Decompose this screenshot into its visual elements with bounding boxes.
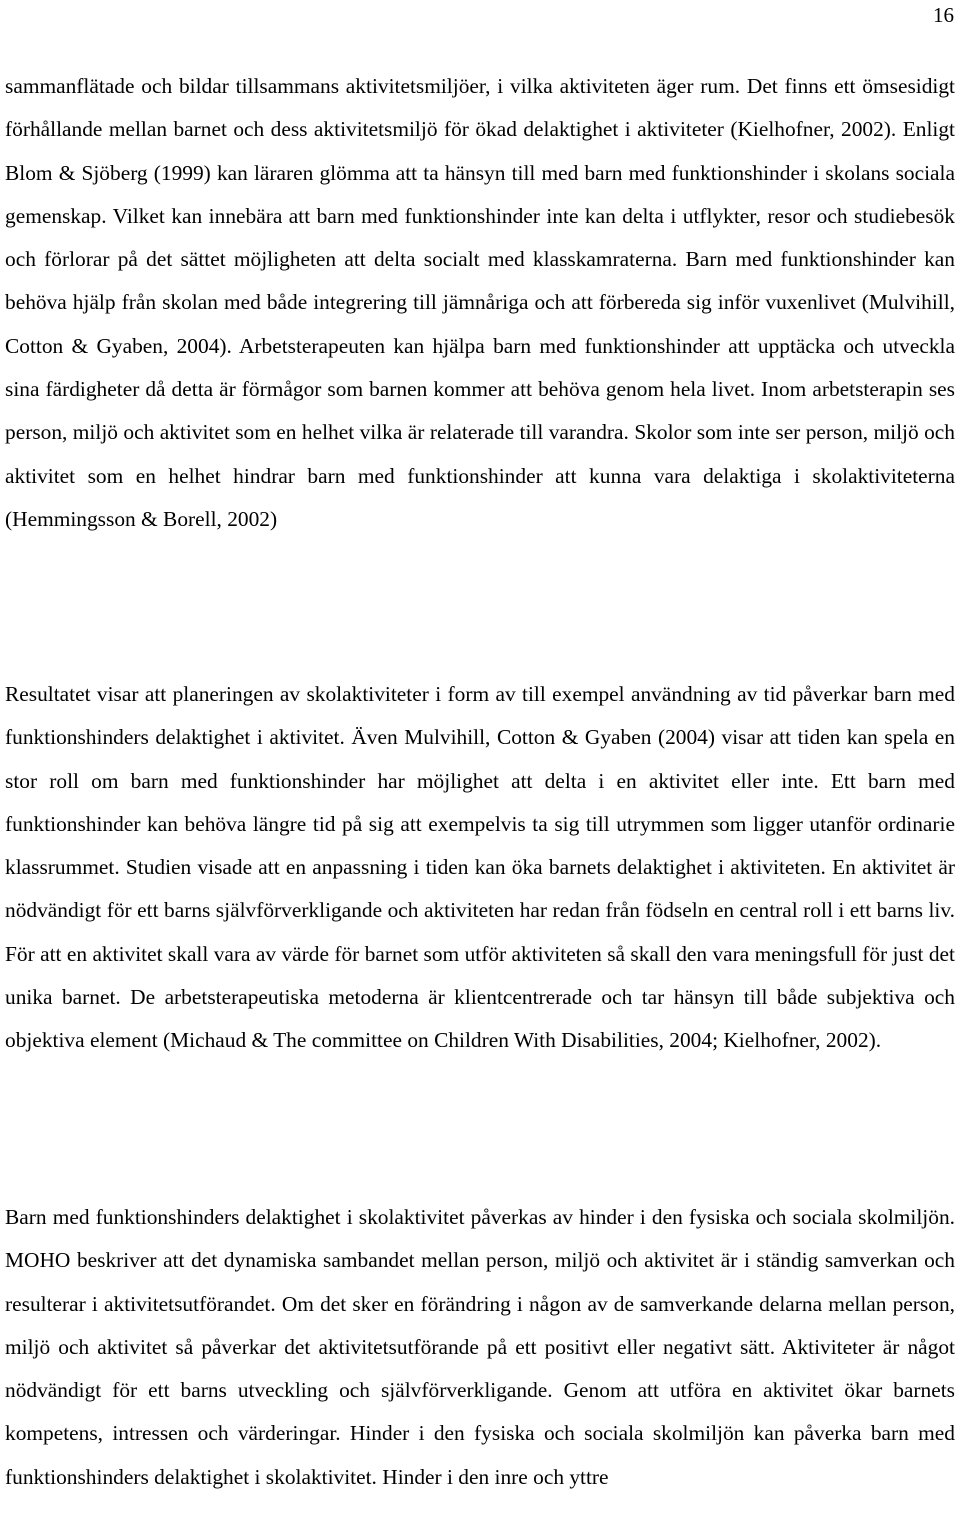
body-paragraph-3: Barn med funktionshinders delaktighet i skolaktivitet påverkas av hinder i den fysiska och sociala skolmiljön. MOHO beskriver att det dynamiska sambandet mellan person, miljö och aktivitet är i ständig samverkan och resulterar i aktivitetsutförandet. Om det sker en förändring i någon av de samverkande delarna mellan person, miljö och aktivitet så påverkar det aktivitetsutförande på ett positivt eller negativt sätt. Aktiviteter är något nödvändigt för ett barns utveckling och självförverkligande. Genom att utföra en aktivitet ökar barnets kompetens, intressen och värderingar. Hinder i den fysiska och sociala skolmiljön kan påverka barn med funktionshinders delaktighet i skolaktivitet. Hinder i den inre och yttre bbox=[5, 1205, 955, 1489]
body-paragraph-2: Resultatet visar att planeringen av skolaktiviteter i form av till exempel användning av tid påverkar barn med funktionshinders delaktighet i aktivitet. Även Mulvihill, Cotton & Gyaben (2004) visar att tiden kan spela en stor roll om barn med funktionshinder har möjlighet att delta i en aktivitet eller inte. Ett barn med funktionshinder kan behöva längre tid på sig att exempelvis ta sig till utrymmen som ligger utanför ordinarie klassrummet. Studien visade att en anpassning i tiden kan öka barnets delaktighet i aktiviteten. En aktivitet är nödvändigt för ett barns självförverkligande och aktiviteten har redan från födseln en central roll i ett barns liv. För att en aktivitet skall vara av värde för barnet som utför aktiviteten så skall den vara meningsfull för just det unika barnet. De arbetsterapeutiska metoderna är klientcentrerade och tar hänsyn till både subjektiva och objektiva element (Michaud & The committee on Children With Disabilities, 2004; Kielhofner, 2002). bbox=[5, 682, 955, 1053]
body-paragraph-1: sammanflätade och bildar tillsammans aktivitetsmiljöer, i vilka aktiviteten äger rum. Det finns ett ömsesidigt förhållande mellan barnet och dess aktivitetsmiljö för ökad delaktighet i aktiviteter (Kielhofner, 2002). Enligt Blom & Sjöberg (1999) kan läraren glömma att ta hänsyn till med barn med funktionshinder i skolans sociala gemenskap. Vilket kan innebära att barn med funktionshinder inte kan delta i utflykter, resor och studiebesök och förlorar på det sättet möjligheten att delta socialt med klasskamraterna. Barn med funktionshinder kan behöva hjälp från skolan med både integrering till jämnåriga och att förbereda sig inför vuxenlivet (Mulvihill, Cotton & Gyaben, 2004). Arbetsterapeuten kan hjälpa barn med funktionshinder att upptäcka och utveckla sina färdigheter då detta är förmågor som barnen kommer att behöva genom hela livet. Inom arbetsterapin ses person, miljö och aktivitet som en helhet vilka är relaterade till varandra. Skolor som inte ser person, miljö och aktivitet som en helhet hindrar barn med funktionshinder att kunna vara delaktiga i skolaktiviteterna (Hemmingsson & Borell, 2002) bbox=[5, 74, 955, 531]
page-number: 16 bbox=[933, 3, 954, 27]
